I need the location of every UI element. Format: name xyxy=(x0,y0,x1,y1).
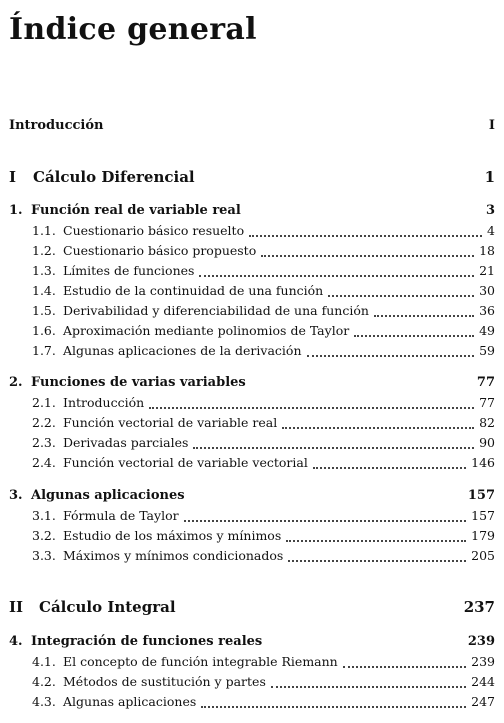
toc-label: Estudio de los máximos y mínimos xyxy=(63,528,282,543)
toc-number: 1.6. xyxy=(32,323,56,338)
toc-number: 2.4. xyxy=(32,455,56,470)
toc-page: 157 xyxy=(467,488,495,503)
toc-section[interactable] xyxy=(32,323,495,341)
dot-leader xyxy=(261,254,474,257)
toc-chapter[interactable] xyxy=(9,634,495,652)
dot-leader xyxy=(199,274,474,277)
dot-leader xyxy=(184,519,467,522)
toc-section[interactable] xyxy=(32,528,495,546)
dot-leader xyxy=(328,294,474,297)
toc-label: Máximos y mínimos condicionados xyxy=(63,548,284,563)
toc-page: 49 xyxy=(479,323,495,338)
toc-label: Aproximación mediante polinomios de Taylor xyxy=(63,323,350,338)
toc-section[interactable] xyxy=(32,674,495,692)
toc-page: 239 xyxy=(471,654,495,669)
toc-number: 4.3. xyxy=(32,694,56,709)
toc-part[interactable] xyxy=(9,168,495,186)
toc-label: Algunas aplicaciones xyxy=(31,488,185,503)
toc-number: 1.4. xyxy=(32,283,56,298)
toc-label: Derivadas parciales xyxy=(63,435,189,450)
toc-label: Cuestionario básico resuelto xyxy=(63,223,245,238)
dot-leader xyxy=(354,334,474,337)
toc-page: 1 xyxy=(484,168,495,186)
toc-number: 3.1. xyxy=(32,508,56,523)
toc-page: 157 xyxy=(471,508,495,523)
toc-number: 1. xyxy=(9,203,23,218)
toc-label: Función vectorial de variable real xyxy=(63,415,278,430)
dot-leader xyxy=(288,559,466,562)
toc-section[interactable] xyxy=(32,303,495,321)
toc-page: 90 xyxy=(479,435,495,450)
dot-leader xyxy=(282,426,474,429)
toc-page: 82 xyxy=(479,415,495,430)
toc-number: 2.2. xyxy=(32,415,56,430)
toc-label: Cuestionario básico propuesto xyxy=(63,243,257,258)
toc-number: II xyxy=(9,598,24,616)
toc-page: 30 xyxy=(479,283,495,298)
toc-page: 239 xyxy=(467,634,495,649)
toc-label: Fórmula de Taylor xyxy=(63,508,179,523)
toc-number: 2.1. xyxy=(32,395,56,410)
toc-page: 205 xyxy=(471,548,495,563)
toc-page: 77 xyxy=(476,375,495,390)
toc-label: Integración de funciones reales xyxy=(31,634,263,649)
toc-label: Cálculo Integral xyxy=(39,598,176,616)
dot-leader xyxy=(313,466,466,469)
toc-page: 18 xyxy=(479,243,495,258)
dot-leader xyxy=(343,665,466,668)
dot-leader xyxy=(271,685,466,688)
dot-leader xyxy=(249,234,482,237)
toc-page: 77 xyxy=(479,395,495,410)
toc-label: Algunas aplicaciones de la derivación xyxy=(63,343,302,358)
toc-page: 237 xyxy=(463,598,495,616)
toc-label: Funciones de varias variables xyxy=(31,375,246,390)
toc-page: 3 xyxy=(485,203,495,218)
dot-leader xyxy=(307,354,475,357)
toc-number: 1.3. xyxy=(32,263,56,278)
toc-number: 2. xyxy=(9,375,23,390)
toc-chapter[interactable] xyxy=(9,203,495,221)
toc-section[interactable] xyxy=(32,435,495,453)
dot-leader xyxy=(286,539,466,542)
dot-leader xyxy=(193,446,474,449)
toc-page: I xyxy=(488,118,495,133)
toc-label: Función vectorial de variable vectorial xyxy=(63,455,308,470)
toc-chapter[interactable] xyxy=(9,488,495,506)
toc-page: 244 xyxy=(471,674,495,689)
dot-leader xyxy=(374,314,474,317)
toc-section[interactable] xyxy=(32,395,495,413)
toc-page: 36 xyxy=(479,303,495,318)
toc-section[interactable] xyxy=(32,694,495,712)
toc-section[interactable] xyxy=(32,283,495,301)
toc-chapter[interactable] xyxy=(9,375,495,393)
toc-label: Límites de funciones xyxy=(63,263,195,278)
dot-leader xyxy=(149,406,474,409)
toc-page: 247 xyxy=(471,694,495,709)
toc-number: 1.7. xyxy=(32,343,56,358)
toc-number: 4.2. xyxy=(32,674,56,689)
toc-page: 59 xyxy=(479,343,495,358)
toc-page: 4 xyxy=(487,223,495,238)
toc-label: El concepto de función integrable Riemann xyxy=(63,654,338,669)
toc-label: Métodos de sustitución y partes xyxy=(63,674,266,689)
toc-number: 3. xyxy=(9,488,23,503)
page-title: Índice general xyxy=(9,12,257,47)
toc-number: 4.1. xyxy=(32,654,56,669)
toc-number: 4. xyxy=(9,634,23,649)
toc-page: 146 xyxy=(471,455,495,470)
toc-label: Derivabilidad y diferenciabilidad de una función xyxy=(63,303,369,318)
toc-label: Estudio de la continuidad de una función xyxy=(63,283,324,298)
toc-section[interactable] xyxy=(32,415,495,433)
toc-number: I xyxy=(9,168,17,186)
toc-intro[interactable] xyxy=(9,118,495,136)
toc-section[interactable] xyxy=(32,455,495,473)
toc-section[interactable] xyxy=(32,223,495,241)
toc-part[interactable] xyxy=(9,598,495,616)
toc-section[interactable] xyxy=(32,243,495,261)
toc-number: 1.2. xyxy=(32,243,56,258)
dot-leader xyxy=(201,705,466,708)
toc-label: Función real de variable real xyxy=(31,203,241,218)
toc-number: 1.1. xyxy=(32,223,56,238)
toc-section[interactable] xyxy=(32,263,495,281)
toc-label: Introducción xyxy=(63,395,145,410)
toc-number: 2.3. xyxy=(32,435,56,450)
toc-section[interactable] xyxy=(32,343,495,361)
toc-section[interactable] xyxy=(32,508,495,526)
toc-number: 3.3. xyxy=(32,548,56,563)
toc-number: 1.5. xyxy=(32,303,56,318)
toc-page: 21 xyxy=(479,263,495,278)
toc-label: Cálculo Diferencial xyxy=(33,168,195,186)
toc-page: 179 xyxy=(471,528,495,543)
toc-section[interactable] xyxy=(32,548,495,566)
toc-section[interactable] xyxy=(32,654,495,672)
toc-label: Introducción xyxy=(9,118,104,133)
toc-label: Algunas aplicaciones xyxy=(63,694,197,709)
toc-number: 3.2. xyxy=(32,528,56,543)
